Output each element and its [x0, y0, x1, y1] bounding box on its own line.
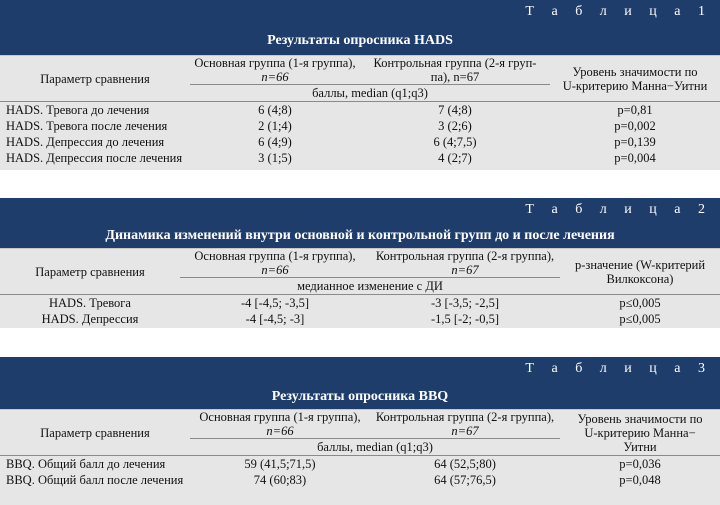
table-2-grid: [0, 249, 720, 327]
table-2-title: Динамика изменений внутри основной и контрольной групп до и после лечения: [105, 228, 615, 243]
table-3-label: Т а б л и ц а 3: [525, 361, 712, 376]
table-row: HADS. Депрессия -4 [-4,5; -3] -1,5 [-2; -0,5] p≤0,005: [41, 312, 661, 326]
units-row: баллы, median (q1;q3): [190, 85, 550, 102]
table-2: [0, 198, 720, 328]
table-1-header: [0, 0, 720, 56]
units-row: медианное изменение с ДИ: [180, 278, 560, 295]
table-row: HADS. Тревога после лечения 2 (1;4) 3 (2;6) p=0,002: [6, 119, 656, 133]
col-header-p: Уровень значимости по U-критерию Манна−Уитни: [562, 64, 708, 93]
table-1-label: Т а б л и ц а 1: [525, 4, 712, 19]
col-header-main: Основная группа (1-я группа), n=66: [194, 56, 356, 84]
table-2-label: Т а б л и ц а 2: [525, 202, 712, 217]
col-header-param: Параметр сравнения: [35, 264, 145, 279]
table-row: HADS. Депрессия после лечения 3 (1;5) 4 (2;7) p=0,004: [6, 151, 656, 165]
col-header-main: Основная группа (1-я группа), n=66: [194, 249, 356, 277]
table-1-title: Результаты опросника HADS: [267, 33, 453, 48]
table-row: HADS. Тревога -4 [-4,5; -3,5] -3 [-3,5; -2,5] p≤0,005: [0, 295, 720, 312]
col-header-param: Параметр сравнения: [40, 425, 150, 440]
col-header-param: Параметр сравнения: [40, 71, 150, 86]
table-3-grid: [0, 410, 720, 488]
col-header-control: Контрольная группа (2-я группа), n=67: [375, 410, 555, 438]
table-1-grid: [0, 56, 720, 166]
table-row: BBQ. Общий балл после лечения 74 (60;83) 64 (57;76,5) p=0,048: [6, 473, 661, 487]
col-header-control: Контрольная группа (2-я груп- па), n=67: [373, 56, 537, 84]
table-1: [0, 0, 720, 170]
table-2-header: [0, 198, 720, 249]
col-header-main: Основная группа (1-я группа), n=66: [199, 410, 361, 438]
units-row: баллы, median (q1;q3): [190, 439, 560, 456]
table-3: [0, 357, 720, 505]
col-header-p: p-значение (W-критерий Вилкоксона): [574, 257, 706, 286]
table-3-title: Результаты опросника BBQ: [271, 389, 449, 404]
table-row: HADS. Депрессия до лечения 6 (4;9) 6 (4;7,5) p=0,139: [6, 135, 656, 149]
table-row: BBQ. Общий балл до лечения 59 (41,5;71,5) 64 (52,5;80) p=0,036: [0, 456, 720, 473]
col-header-p: Уровень значимости по U-критерию Манна− Уитни: [577, 411, 703, 454]
table-row: HADS. Тревога до лечения 6 (4;8) 7 (4;8) p=0,81: [0, 102, 720, 119]
col-header-control: Контрольная группа (2-я группа), n=67: [375, 249, 555, 277]
table-3-header: [0, 357, 720, 410]
